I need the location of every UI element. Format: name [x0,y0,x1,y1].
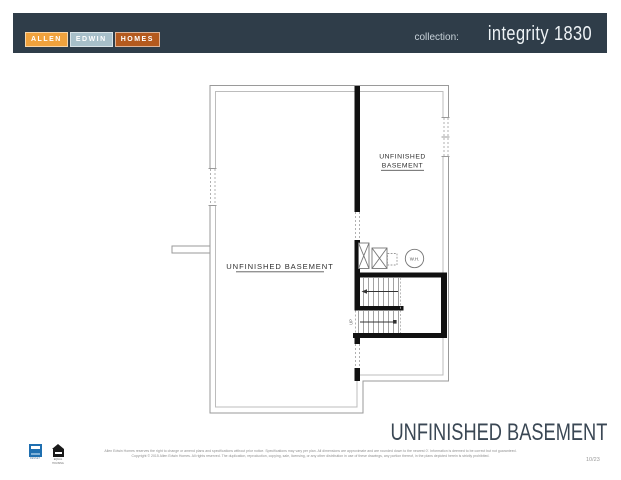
logo-box-homes: HOMES [115,32,160,47]
collection-value: integrity 1830 [487,23,592,45]
right-room-label [379,154,426,171]
stair-arrow-right-icon [393,320,397,324]
resnet-logo-caption: RESNET [29,457,41,460]
plan-title: UNFINISHED BASEMENT [390,419,607,446]
disclaimer-line-2: Copyright © 2015 Allen Edwin Homes. All rights reserved. The duplication, reproduction, copying, sale, licensing, or any other distribution in use of these drawings, any portion thereof, in the plans depicted herein is strictly prohibited. [131,454,490,459]
wall-bumpout [172,246,210,253]
collection-heading [414,23,592,46]
logo-box-allen: ALLEN [25,32,68,47]
floor-plan-drawing [160,75,470,420]
allen-edwin-homes-logo [25,32,160,47]
footer-date: 10/23 [586,457,600,463]
water-heater-label: W.H. [409,256,420,262]
stairs-up-label: UP [348,319,354,325]
left-room-label [226,262,333,272]
window-left-wall [209,169,217,206]
svg-text:UNFINISHED: UNFINISHED [379,153,426,161]
window-right-wall [442,118,450,157]
header-bar [13,13,607,53]
equal-housing-caption: EQUAL HOUSING [52,458,64,465]
disclaimer-text [0,449,621,459]
collection-label: collection: [414,32,459,43]
svg-text:BASEMENT: BASEMENT [381,162,424,170]
logo-box-edwin: EDWIN [70,32,113,47]
disclaimer-line-1: Allen Edwin Homes reserves the right to change or amend plans and specifications without prior notice. Specifications may vary per plan. All dimensions are approximate and are rounded down to the nearest 0'. Information is deemed to be correct but not guaranteed. [104,449,517,453]
water-heater-icon [405,249,423,267]
svg-text:UNFINISHED BASEMENT: UNFINISHED BASEMENT [226,262,334,271]
